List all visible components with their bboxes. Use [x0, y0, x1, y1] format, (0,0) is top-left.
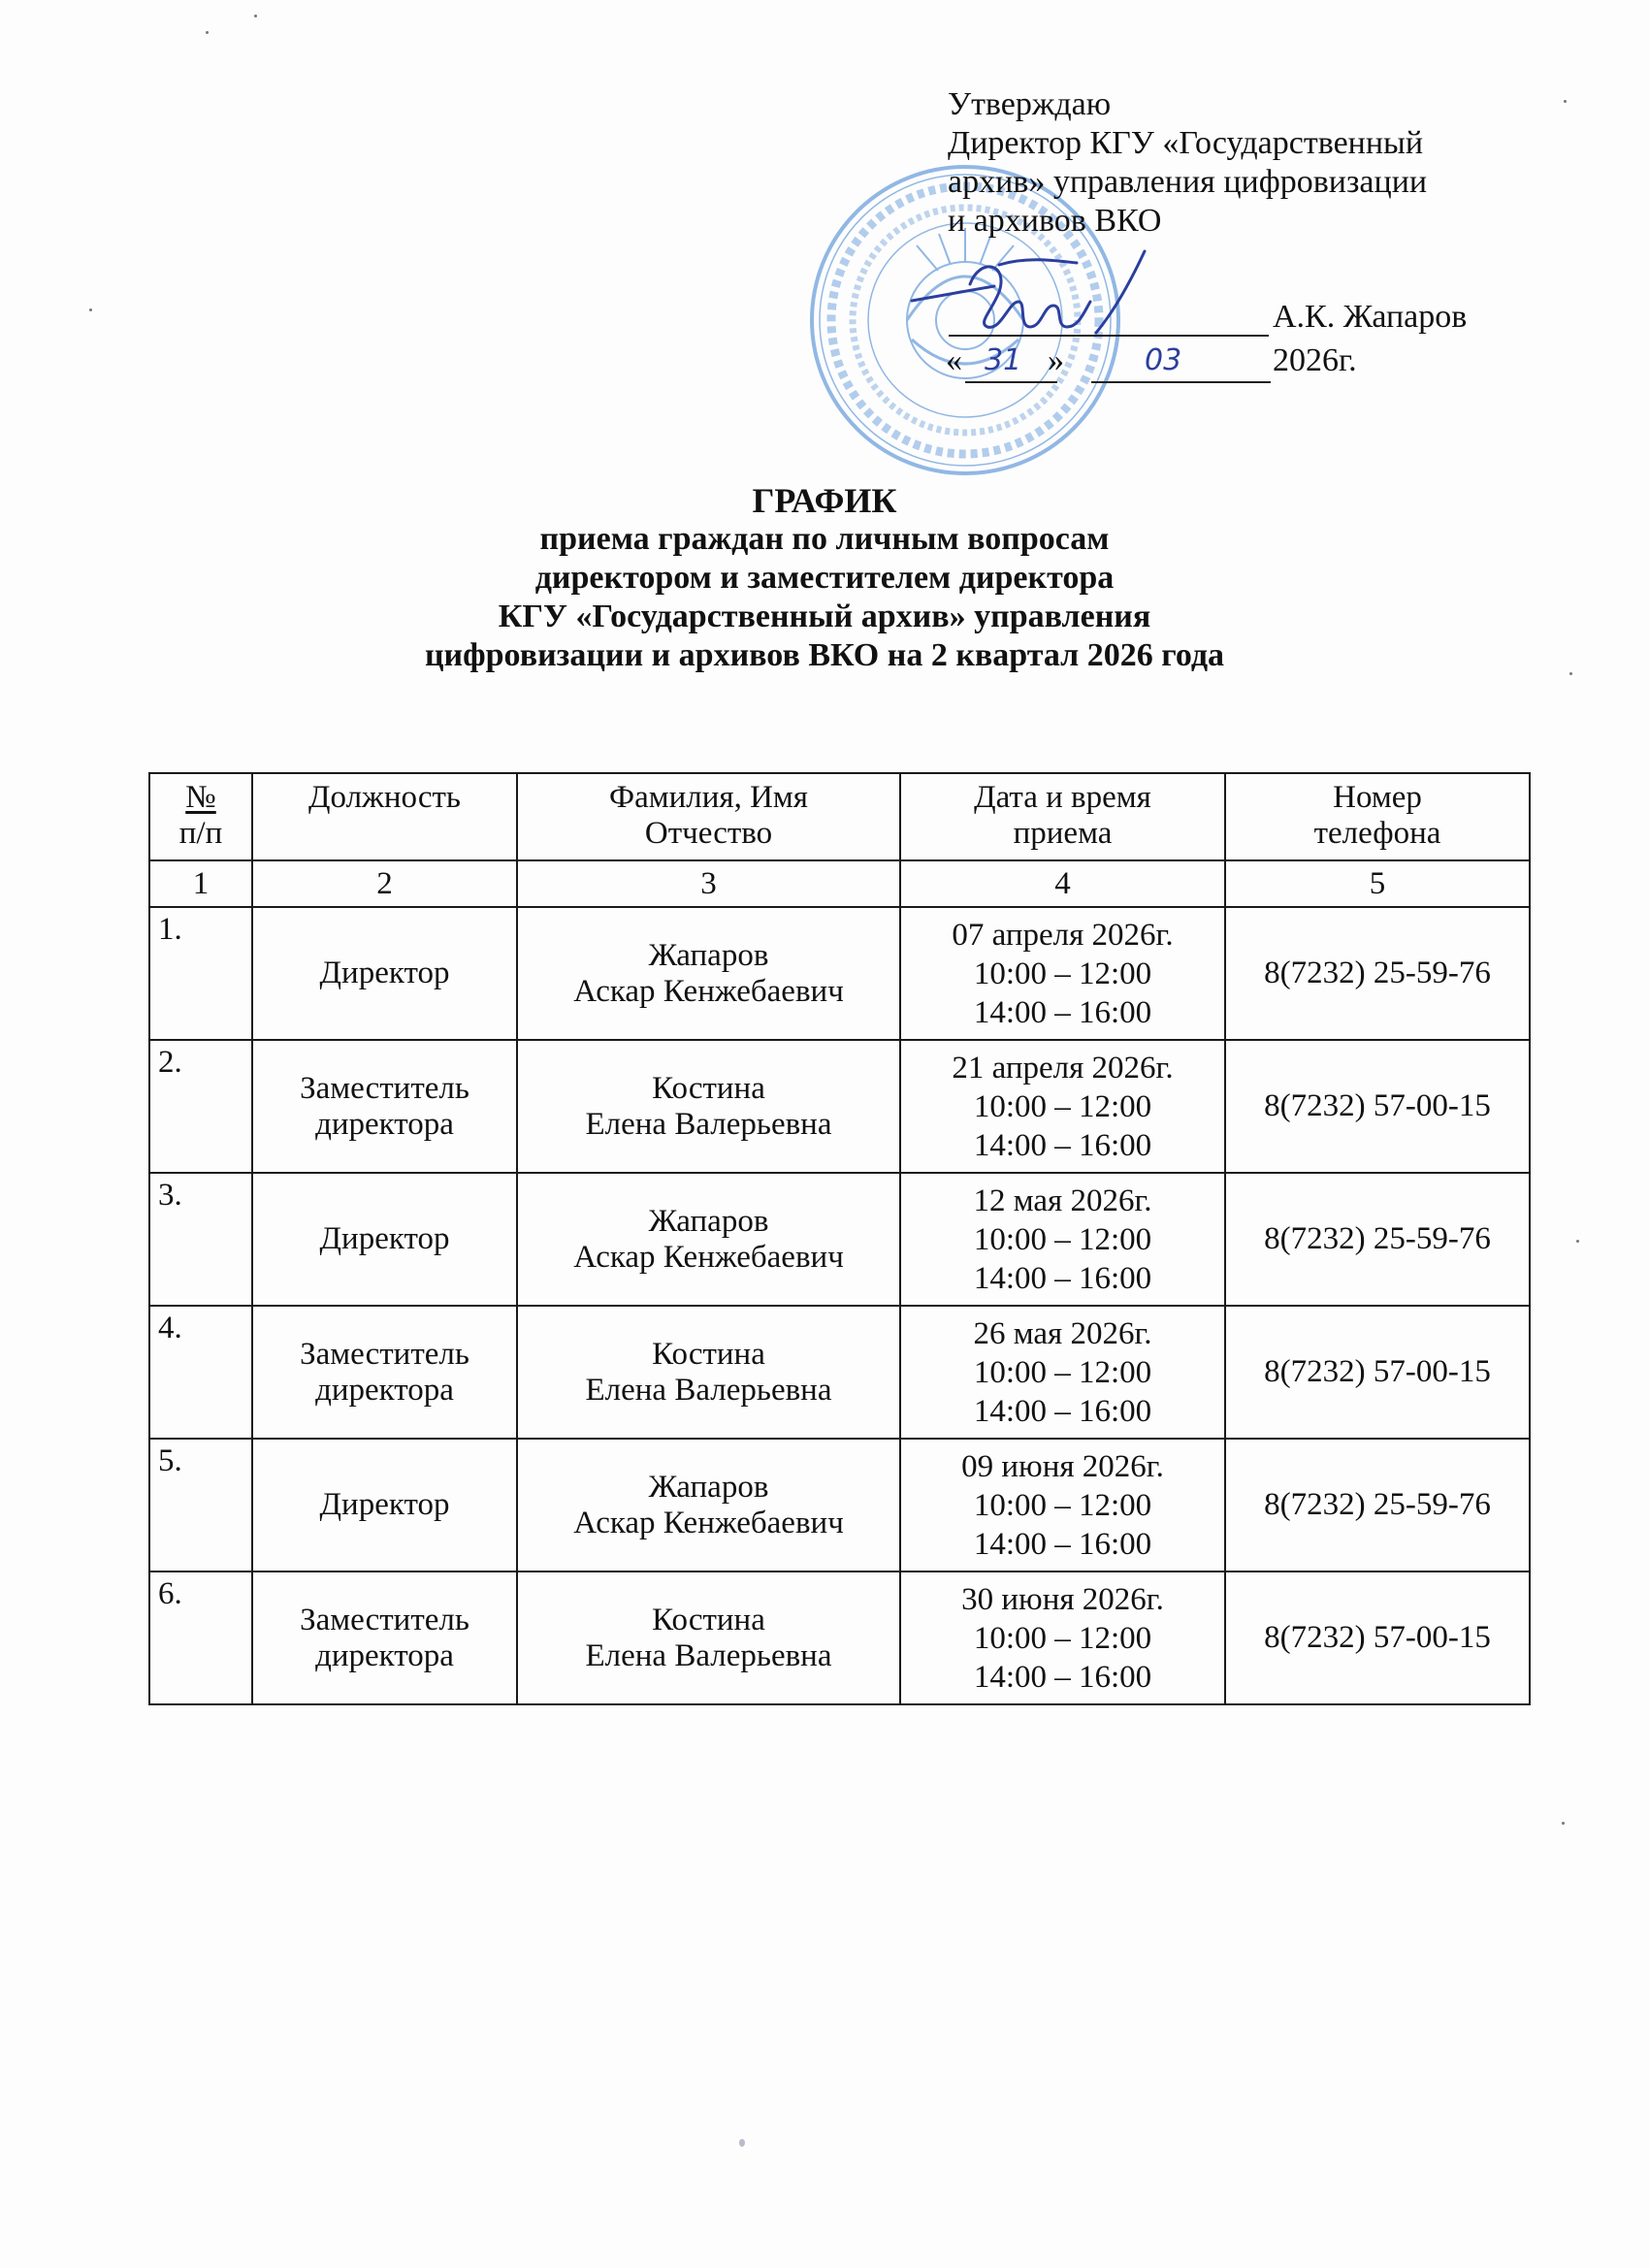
row-index: 6.: [149, 1571, 252, 1704]
column-number: 2: [252, 860, 517, 907]
row-index: 5.: [149, 1439, 252, 1571]
date-day: 31: [985, 343, 1022, 377]
column-number: 4: [900, 860, 1225, 907]
phone-cell: 8(7232) 57-00-15: [1225, 1571, 1530, 1704]
name-text: Костина: [652, 1336, 765, 1372]
row-index: 2.: [149, 1040, 252, 1173]
approval-line: Утверждаю: [948, 86, 1112, 122]
date-time-cell: [900, 907, 1225, 1040]
position-cell: [252, 1173, 517, 1306]
column-number-row: [149, 860, 1530, 907]
position-text: Директор: [319, 956, 450, 990]
reception-time: 14:00 – 16:00: [973, 1260, 1152, 1296]
reception-date: 12 мая 2026г.: [973, 1183, 1152, 1218]
name-cell: [517, 907, 900, 1040]
reception-date: 26 мая 2026г.: [973, 1315, 1152, 1351]
reception-time: 14:00 – 16:00: [973, 1659, 1152, 1695]
row-index: 3.: [149, 1173, 252, 1306]
name-text: Костина: [652, 1070, 765, 1106]
position-text: Заместитель: [300, 1070, 469, 1106]
table-row: [149, 1040, 1530, 1173]
column-number: 5: [1225, 860, 1530, 907]
date-time-cell: [900, 1439, 1225, 1571]
date-quote-close: »: [1048, 342, 1064, 378]
position-cell: [252, 1306, 517, 1439]
position-text: директора: [315, 1637, 454, 1673]
name-text: Елена Валерьевна: [585, 1106, 832, 1142]
title-line: цифровизации и архивов ВКО на 2 квартал 2026 года: [424, 637, 1225, 673]
scan-speck: [206, 31, 209, 34]
table-row: [149, 1571, 1530, 1704]
reception-time: 10:00 – 12:00: [973, 1088, 1152, 1124]
table-header-row: [149, 773, 1530, 860]
phone-cell: 8(7232) 25-59-76: [1225, 1173, 1530, 1306]
reception-time: 10:00 – 12:00: [973, 1487, 1152, 1523]
signature-line: [949, 335, 1269, 337]
approval-line: архив» управления цифровизации: [948, 164, 1428, 200]
header-index: [149, 773, 252, 860]
table-row: [149, 1306, 1530, 1439]
name-text: Жапаров: [648, 1469, 769, 1505]
phone-cell: 8(7232) 57-00-15: [1225, 1040, 1530, 1173]
name-text: Аскар Кенжебаевич: [573, 973, 844, 1009]
phone-cell: 8(7232) 25-59-76: [1225, 1439, 1530, 1571]
header-full-name: [517, 773, 900, 860]
column-number: 1: [149, 860, 252, 907]
scan-speck: [739, 2139, 745, 2147]
date-time-cell: [900, 1306, 1225, 1439]
header-position: [252, 773, 517, 860]
name-cell: [517, 1439, 900, 1571]
reception-time: 14:00 – 16:00: [973, 1393, 1152, 1429]
approval-date: [946, 341, 1357, 382]
scan-speck: [254, 15, 257, 17]
scan-speck: [1576, 1240, 1579, 1243]
reception-time: 10:00 – 12:00: [973, 1620, 1152, 1656]
date-time-cell: [900, 1571, 1225, 1704]
name-cell: [517, 1306, 900, 1439]
name-text: Аскар Кенжебаевич: [573, 1505, 844, 1540]
date-time-cell: [900, 1173, 1225, 1306]
reception-time: 10:00 – 12:00: [973, 1221, 1152, 1257]
table-row: [149, 1439, 1530, 1571]
title-line: КГУ «Государственный архив» управления: [498, 599, 1151, 634]
scan-speck: [1562, 1822, 1565, 1825]
reception-time: 10:00 – 12:00: [973, 956, 1152, 991]
date-month-line: [1091, 381, 1271, 383]
date-day-line: [965, 381, 1057, 383]
header-text: Должность: [308, 780, 461, 815]
position-text: директора: [315, 1106, 454, 1142]
reception-date: 30 июня 2026г.: [961, 1581, 1164, 1617]
schedule-table: [148, 772, 1531, 1705]
phone-cell: 8(7232) 25-59-76: [1225, 907, 1530, 1040]
position-cell: [252, 907, 517, 1040]
name-text: Жапаров: [648, 937, 769, 973]
column-number: 3: [517, 860, 900, 907]
name-text: Аскар Кенжебаевич: [573, 1239, 844, 1275]
reception-time: 14:00 – 16:00: [973, 994, 1152, 1030]
name-text: Елена Валерьевна: [585, 1372, 832, 1408]
scan-speck: [1569, 672, 1572, 675]
row-index: 1.: [149, 907, 252, 1040]
position-text: Директор: [319, 1487, 450, 1522]
scan-speck: [1564, 100, 1567, 103]
reception-time: 14:00 – 16:00: [973, 1526, 1152, 1562]
name-text: Костина: [652, 1602, 765, 1637]
name-text: Елена Валерьевна: [585, 1637, 832, 1673]
header-text: Дата и время: [974, 780, 1151, 815]
signatory-name: А.К. Жапаров: [1273, 299, 1468, 335]
name-cell: [517, 1571, 900, 1704]
date-time-cell: [900, 1040, 1225, 1173]
header-text: приема: [1013, 816, 1113, 851]
name-text: Жапаров: [648, 1203, 769, 1239]
name-cell: [517, 1173, 900, 1306]
header-text: Номер: [1333, 780, 1422, 815]
handwritten-signature: [902, 247, 1154, 335]
position-text: директора: [315, 1372, 454, 1408]
header-text: телефона: [1313, 816, 1441, 851]
scan-speck: [89, 308, 92, 311]
position-text: Директор: [319, 1221, 450, 1256]
approval-block: [948, 85, 1568, 241]
approval-line: и архивов ВКО: [948, 203, 1162, 239]
table-row: [149, 1173, 1530, 1306]
reception-date: 07 апреля 2026г.: [952, 917, 1174, 953]
header-text: Отчество: [644, 816, 773, 851]
date-quote-open: «: [946, 342, 962, 378]
table-row: [149, 907, 1530, 1040]
header-text: п/п: [178, 816, 223, 851]
header-phone: [1225, 773, 1530, 860]
reception-time: 14:00 – 16:00: [973, 1127, 1152, 1163]
phone-cell: 8(7232) 57-00-15: [1225, 1306, 1530, 1439]
title-line: приема граждан по личным вопросам: [539, 521, 1110, 557]
title-heading: ГРАФИК: [752, 481, 897, 520]
header-date-time: [900, 773, 1225, 860]
date-month: 03: [1145, 343, 1182, 377]
position-text: Заместитель: [300, 1602, 469, 1637]
name-cell: [517, 1040, 900, 1173]
document-title: [0, 481, 1649, 675]
row-index: 4.: [149, 1306, 252, 1439]
reception-time: 10:00 – 12:00: [973, 1354, 1152, 1390]
position-cell: [252, 1439, 517, 1571]
reception-date: 21 апреля 2026г.: [952, 1050, 1174, 1085]
approval-line: Директор КГУ «Государственный: [948, 125, 1424, 161]
date-year: 2026г.: [1273, 342, 1357, 378]
header-text: Фамилия, Имя: [609, 780, 808, 815]
header-text: №: [185, 780, 216, 815]
position-text: Заместитель: [300, 1336, 469, 1372]
title-line: директором и заместителем директора: [534, 560, 1115, 596]
reception-date: 09 июня 2026г.: [961, 1448, 1164, 1484]
position-cell: [252, 1571, 517, 1704]
position-cell: [252, 1040, 517, 1173]
